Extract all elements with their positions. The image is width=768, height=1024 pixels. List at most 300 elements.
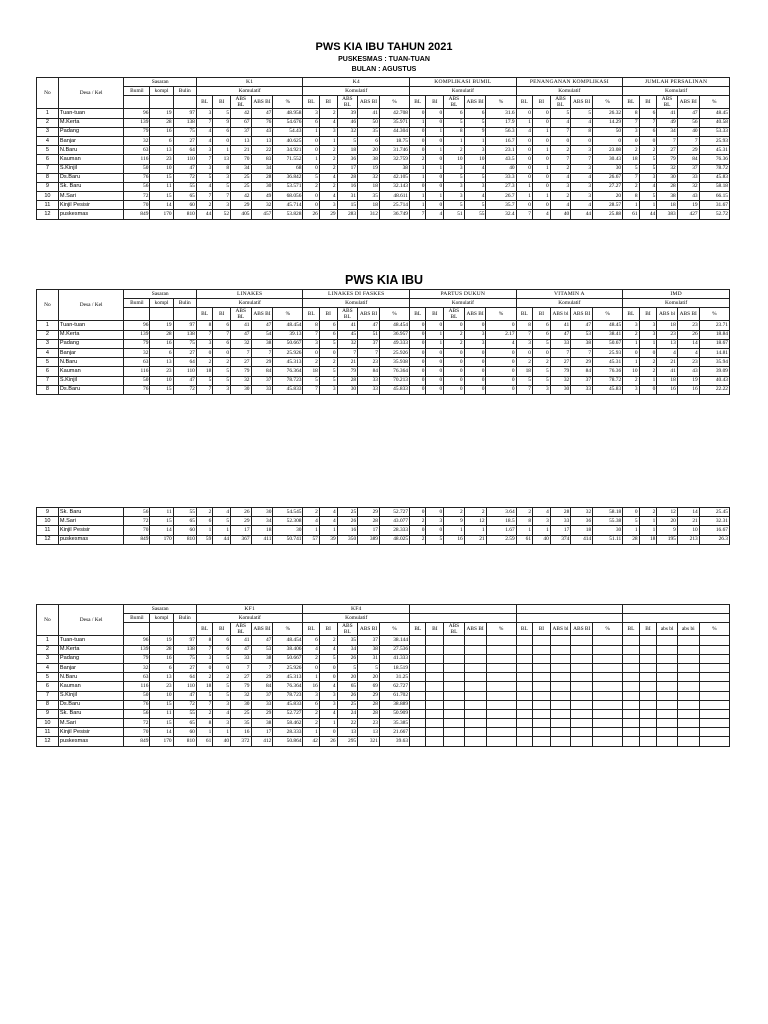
table-row — [37, 136, 730, 145]
table-cell: 45.31 — [699, 146, 729, 155]
empty-cell — [639, 682, 657, 691]
table-cell: 170 — [150, 535, 173, 544]
table-cell: 45.714 — [273, 201, 303, 210]
table-cell: 15 — [150, 385, 173, 394]
table-cell: 7 — [303, 385, 319, 394]
table-cell: 32 — [337, 127, 357, 136]
table-cell: 39 — [337, 109, 357, 118]
table-cell: 28 — [657, 182, 677, 191]
table-row — [37, 700, 730, 709]
header-col-bl: BL — [623, 623, 639, 636]
table-cell: 16 — [677, 385, 699, 394]
table-cell: 60 — [173, 728, 196, 737]
table-cell: 26 — [337, 691, 357, 700]
table-cell: 1 — [426, 192, 444, 201]
empty-cell — [410, 737, 426, 746]
table-cell: 26 — [337, 654, 357, 663]
table-cell: 2 — [196, 709, 212, 718]
table-cell: 76 — [124, 173, 150, 182]
header-group-5: IMD — [623, 290, 730, 299]
table-cell: 3 — [196, 146, 212, 155]
table-cell: 27 — [657, 146, 677, 155]
table-cell: 48.45 — [593, 321, 623, 330]
table-cell: 3 — [623, 385, 639, 394]
table-cell: 40.625 — [273, 136, 303, 145]
table-cell: 29 — [358, 508, 380, 517]
table-cell: 28 — [150, 118, 173, 127]
table-cell: 31.67 — [699, 201, 729, 210]
table-cell: 0 — [444, 321, 464, 330]
table-cell: 65 — [173, 517, 196, 526]
empty-cell — [623, 673, 639, 682]
table-cell: 0 — [639, 136, 657, 145]
row-number: 3 — [37, 127, 59, 136]
header-col-bl: BL — [516, 623, 532, 636]
table-cell: 5 — [196, 173, 212, 182]
table-cell: 47 — [173, 691, 196, 700]
table-cell: 45 — [337, 330, 357, 339]
table-cell: 25 — [337, 700, 357, 709]
table-cell: 23 — [150, 367, 173, 376]
table-cell: 9 — [464, 127, 486, 136]
table-cell: 35 — [337, 636, 357, 645]
table-cell: 372 — [231, 737, 251, 746]
header-empty — [410, 614, 517, 623]
header-sasaran: Sasaran — [124, 605, 196, 614]
table-cell: 20 — [657, 517, 678, 526]
empty-cell — [623, 645, 639, 654]
table-cell: 31.746 — [379, 146, 409, 155]
header-col-pct: % — [273, 623, 303, 636]
empty-cell — [444, 682, 464, 691]
row-number: 4 — [37, 348, 59, 357]
table-row — [37, 508, 730, 517]
row-desa-name: Kauman — [58, 367, 124, 376]
table-row — [37, 517, 730, 526]
header-col-bl: BL — [516, 308, 532, 321]
table-cell: 33 — [550, 517, 571, 526]
table-cell: 38 — [571, 339, 593, 348]
table-cell: 8 — [303, 321, 319, 330]
empty-cell — [533, 645, 551, 654]
table-cell: 50 — [358, 118, 380, 127]
table-cell: 7 — [196, 700, 212, 709]
table-row — [37, 682, 730, 691]
row-desa-name: Banjar — [58, 348, 124, 357]
empty-cell — [410, 673, 426, 682]
table-cell: 810 — [173, 210, 196, 219]
table-cell: 0 — [516, 348, 532, 357]
table-cell: 16 — [444, 535, 465, 544]
empty-cell — [623, 682, 639, 691]
table-cell: 18.519 — [379, 663, 409, 672]
table-cell: 110 — [173, 367, 196, 376]
empty-cell — [550, 691, 570, 700]
table-cell: 37 — [571, 376, 593, 385]
table-row — [37, 673, 730, 682]
table-cell: 56 — [124, 508, 150, 517]
empty-cell — [677, 654, 699, 663]
table-cell: 47 — [251, 321, 273, 330]
table-cell: 4 — [196, 136, 212, 145]
header-col-pct: % — [593, 96, 623, 109]
table-cell: 5 — [532, 339, 550, 348]
table-cell: 70 — [124, 201, 150, 210]
table-cell: 0 — [303, 201, 319, 210]
empty-cell — [516, 709, 532, 718]
table-cell: 60 — [173, 201, 196, 210]
table-cell: 5 — [213, 182, 231, 191]
table-cell: 14 — [150, 526, 173, 535]
table-cell: 55 — [464, 210, 486, 219]
table-cell: 7 — [358, 348, 380, 357]
table-cell: 1 — [516, 182, 532, 191]
table-cell: 45.83 — [593, 385, 623, 394]
table-cell: 56 — [124, 709, 150, 718]
header-col-bl: BL — [196, 623, 212, 636]
table-cell: 1 — [303, 673, 319, 682]
table-cell: 42.708 — [379, 109, 409, 118]
table-cell: 3 — [444, 182, 464, 191]
empty-cell — [426, 645, 444, 654]
table-cell: 1 — [426, 164, 444, 173]
header-bumil: Bumil — [124, 614, 150, 623]
table-cell: 15 — [150, 517, 173, 526]
table-cell: 30 — [593, 164, 623, 173]
table-cell: 50.741 — [273, 535, 303, 544]
table-cell: 16 — [150, 654, 173, 663]
empty-cell — [426, 737, 444, 746]
empty-cell — [623, 737, 639, 746]
header-col-pct: % — [699, 623, 729, 636]
table-cell: 8 — [516, 321, 532, 330]
table-cell: 7 — [623, 118, 639, 127]
header-row-groups — [37, 290, 730, 299]
table-row — [37, 654, 730, 663]
table-cell: 0 — [486, 376, 516, 385]
table-cell: 18.75 — [379, 136, 409, 145]
table-cell: 36.749 — [379, 210, 409, 219]
header-col-pct: % — [273, 96, 303, 109]
table-cell: 3 — [571, 192, 593, 201]
empty-cell — [426, 719, 444, 728]
table-cell: 75 — [173, 127, 196, 136]
row-desa-name: Sk. Baru — [58, 508, 124, 517]
table-cell: 41 — [231, 321, 251, 330]
row-number: 9 — [37, 508, 59, 517]
table-cell: 53.33 — [699, 127, 729, 136]
table-cell: 39.09 — [699, 367, 729, 376]
table-cell: 41 — [358, 109, 380, 118]
table-cell: 32.31 — [699, 517, 729, 526]
table-cell: 26 — [303, 210, 319, 219]
empty-cell — [516, 737, 532, 746]
empty-cell — [426, 654, 444, 663]
table-cell: 38 — [657, 192, 677, 201]
empty-cell — [486, 728, 516, 737]
table-cell: 33 — [677, 173, 699, 182]
table-cell: 3 — [571, 146, 593, 155]
header-col-pct: % — [379, 308, 409, 321]
table-cell: 13 — [150, 673, 173, 682]
table-cell: 65 — [173, 192, 196, 201]
table-cell: 7 — [213, 330, 231, 339]
table-cell: 50.909 — [379, 709, 409, 718]
table-cell: 0 — [426, 385, 444, 394]
table-row — [37, 173, 730, 182]
table-cell: 70.213 — [379, 376, 409, 385]
table-cell: 42 — [303, 737, 319, 746]
table-cell: 283 — [337, 210, 357, 219]
table-cell: 44.304 — [379, 127, 409, 136]
table-cell: 14 — [150, 201, 173, 210]
empty-cell — [699, 636, 729, 645]
row-desa-name: Sk. Baru — [58, 182, 124, 191]
header-col-bi: BI — [213, 623, 231, 636]
table-row — [37, 109, 730, 118]
table-cell: 21 — [464, 535, 486, 544]
empty-cell — [639, 700, 657, 709]
table-cell: 26 — [337, 517, 358, 526]
table-cell: 72 — [124, 192, 150, 201]
header-col-bl: BL — [410, 308, 426, 321]
table-cell: 67 — [231, 118, 251, 127]
table-cell: 9 — [444, 517, 465, 526]
table-cell: 18 — [358, 182, 380, 191]
table-cell: 8 — [196, 636, 212, 645]
table-cell: 47 — [231, 330, 251, 339]
table-cell: 50.864 — [273, 737, 303, 746]
table-cell: 47 — [251, 109, 273, 118]
table-cell: 2 — [213, 358, 231, 367]
header-komulatif: Komulatif — [303, 87, 410, 96]
table-cell: 0 — [532, 201, 550, 210]
table-cell: 1 — [623, 339, 639, 348]
table-cell: 3.64 — [486, 508, 516, 517]
table-cell: 1 — [532, 146, 550, 155]
table-cell: 48.025 — [380, 535, 410, 544]
empty-cell — [486, 654, 516, 663]
table-cell: 76 — [124, 385, 150, 394]
table-cell: 23.08 — [593, 146, 623, 155]
row-number: 6 — [37, 682, 59, 691]
empty-cell — [410, 654, 426, 663]
table-cell: 29 — [677, 146, 699, 155]
header-empty — [516, 614, 623, 623]
header-bumil: Bumil — [124, 299, 150, 308]
header-bulin: Bulin — [173, 87, 196, 96]
table-cell: 18 — [516, 367, 532, 376]
empty-cell — [444, 719, 464, 728]
table-cell: 10 — [464, 155, 486, 164]
table-cell: 0 — [426, 182, 444, 191]
table-cell: 33 — [231, 654, 251, 663]
empty-cell — [464, 682, 486, 691]
header-kompl: kompl — [150, 614, 173, 623]
header-col-bl: BL — [516, 96, 532, 109]
table-cell: 26 — [319, 737, 337, 746]
table-cell: 23 — [677, 358, 699, 367]
table-cell: 2 — [639, 508, 657, 517]
table-cell: 45.833 — [273, 700, 303, 709]
empty-cell — [550, 728, 570, 737]
table-cell: 24 — [337, 709, 357, 718]
table-row — [37, 118, 730, 127]
table-cell: 1 — [426, 146, 444, 155]
table-cell: 4 — [319, 173, 337, 182]
row-number: 3 — [37, 339, 59, 348]
table-cell: 7 — [196, 645, 212, 654]
header-col-absbl: ABS BL — [550, 96, 570, 109]
table-cell: 1 — [303, 155, 319, 164]
empty-cell — [444, 654, 464, 663]
row-desa-name: Padang — [58, 127, 124, 136]
table-cell: 3 — [196, 654, 212, 663]
table-cell: 22 — [337, 719, 357, 728]
table-cell: 32 — [231, 339, 251, 348]
table-cell: 0 — [516, 201, 532, 210]
empty-cell — [593, 728, 623, 737]
header-desa: Desa / Kel — [58, 290, 124, 321]
table-cell: 50 — [124, 376, 150, 385]
table-cell: 6 — [319, 330, 337, 339]
table-cell: 16 — [337, 182, 357, 191]
table-cell: 84 — [677, 155, 699, 164]
header-col-absbi: ABS BI — [571, 308, 593, 321]
empty-cell — [593, 737, 623, 746]
table-cell: 4 — [571, 118, 593, 127]
table-cell: 48.454 — [379, 321, 409, 330]
table-cell: 405 — [231, 210, 251, 219]
table-cell: 6 — [639, 127, 657, 136]
table-cell: 48.958 — [273, 109, 303, 118]
row-number: 2 — [37, 645, 59, 654]
table-cell: 31.6 — [486, 109, 516, 118]
empty-cell — [426, 691, 444, 700]
table-cell: 2.59 — [486, 535, 516, 544]
table-cell: 35 — [358, 127, 380, 136]
table-cell: 3 — [533, 517, 551, 526]
header-col-bi: BI — [533, 623, 551, 636]
header-komulatif: Komulatif — [516, 299, 623, 308]
table-cell: 96 — [124, 321, 150, 330]
header-group-1: K1 — [196, 78, 303, 87]
puskesmas-label: PUSKESMAS : TUAN-TUAN — [338, 56, 430, 63]
report-title: PWS KIA IBU TAHUN 2021 — [315, 41, 453, 53]
table-cell: 18 — [639, 535, 657, 544]
table-cell: 412 — [251, 737, 273, 746]
table-cell: 4 — [486, 339, 516, 348]
table-cell: 3 — [303, 691, 319, 700]
table-cell: 1 — [639, 201, 657, 210]
table-cell: 68 — [273, 164, 303, 173]
table-cell: 47 — [173, 164, 196, 173]
header-col-pct: % — [593, 308, 623, 321]
table-cell: 56 — [677, 118, 699, 127]
bulan-label: BULAN : AGUSTUS — [351, 66, 417, 73]
table-cell: 19 — [150, 321, 173, 330]
table-cell: 5 — [444, 173, 464, 182]
header-empty — [150, 96, 173, 109]
table-cell: 40 — [213, 737, 231, 746]
pws-kia-table-3 — [36, 604, 730, 747]
table-cell: 65 — [173, 719, 196, 728]
table-cell: 18 — [623, 155, 639, 164]
table-cell: 5 — [196, 376, 212, 385]
empty-cell — [593, 709, 623, 718]
table-cell: 1 — [532, 127, 550, 136]
table-cell: 64 — [173, 146, 196, 155]
table-cell: 3 — [464, 182, 486, 191]
row-desa-name: Sk. Baru — [58, 709, 124, 718]
table-cell: 7 — [196, 118, 212, 127]
empty-cell — [657, 645, 677, 654]
table-cell: 16.67 — [699, 526, 729, 535]
table-cell: 27 — [173, 136, 196, 145]
table-cell: 2 — [410, 155, 426, 164]
table-cell: 5 — [426, 535, 444, 544]
table-cell: 33 — [251, 385, 273, 394]
empty-cell — [516, 654, 532, 663]
table-cell: 71.552 — [273, 155, 303, 164]
table-cell: 2.17 — [486, 330, 516, 339]
empty-cell — [571, 645, 593, 654]
table-cell: 5 — [213, 682, 231, 691]
table-cell: 19 — [150, 109, 173, 118]
empty-cell — [550, 673, 570, 682]
table-cell: 43 — [251, 127, 273, 136]
table-cell: 0 — [532, 136, 550, 145]
header-col-bl: BL — [196, 308, 212, 321]
table-cell: 23.1 — [486, 146, 516, 155]
table-cell: 139 — [124, 330, 150, 339]
table-cell: 18 — [358, 201, 380, 210]
table-cell: 27 — [231, 358, 251, 367]
table-cell: 18 — [657, 321, 677, 330]
header-col-absbi: ABS BI — [251, 96, 273, 109]
table-cell: 21 — [677, 517, 699, 526]
table-cell: 810 — [173, 535, 196, 544]
table-cell: 40 — [677, 127, 699, 136]
table-cell: 18 — [251, 526, 273, 535]
table-cell: 5 — [532, 367, 550, 376]
table-cell: 2 — [639, 367, 657, 376]
header-komulatif: Komulatif — [303, 299, 410, 308]
table-cell: 110 — [173, 682, 196, 691]
table-cell: 2 — [444, 339, 464, 348]
header-komulatif: Komulatif — [623, 299, 730, 308]
empty-cell — [699, 737, 729, 746]
empty-cell — [639, 728, 657, 737]
table-cell: 32 — [657, 164, 677, 173]
table-cell: 43 — [677, 367, 699, 376]
row-desa-name: Ds.Baru — [58, 173, 124, 182]
table-cell: 38 — [358, 645, 380, 654]
table-cell: 49 — [657, 118, 677, 127]
table-cell: 25.926 — [273, 663, 303, 672]
empty-cell — [516, 700, 532, 709]
table-cell: 1 — [464, 136, 486, 145]
table-cell: 7 — [657, 136, 677, 145]
table-cell: 4 — [303, 645, 319, 654]
empty-cell — [533, 673, 551, 682]
table-cell: 14 — [677, 339, 699, 348]
table-cell: 5 — [358, 663, 380, 672]
table-cell: 63 — [124, 358, 150, 367]
row-number: 2 — [37, 118, 59, 127]
empty-cell — [444, 737, 464, 746]
table-cell: 53 — [251, 645, 273, 654]
